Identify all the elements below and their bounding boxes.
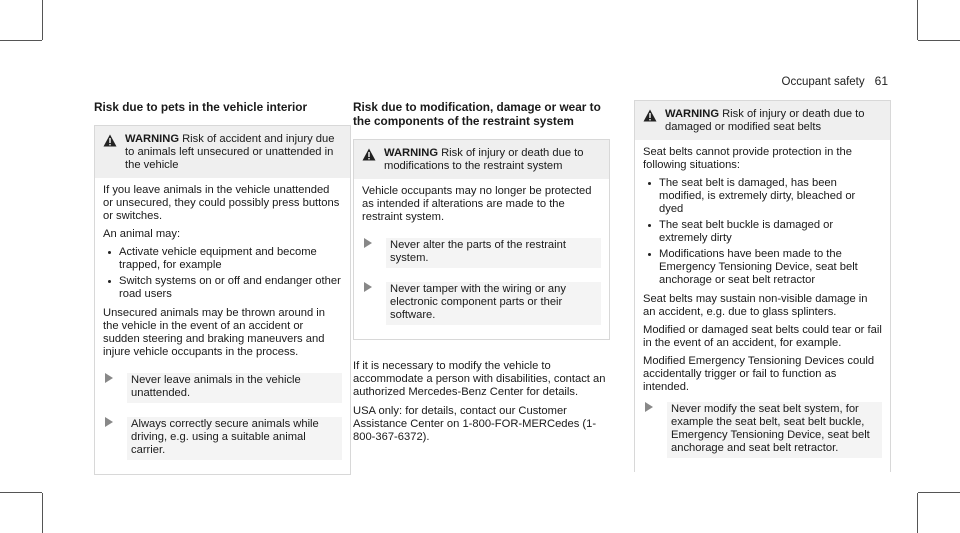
warning-body [635,140,890,472]
instruction [362,282,601,325]
instruction [362,238,601,268]
list-item: Switch systems on or off and endanger other road users [103,275,342,301]
triangle-right-icon [103,373,127,387]
section-heading: Risk due to modification, damage or wear to the components of the restraint system [353,100,601,128]
warning-text [125,133,342,172]
warning-message: Risk of injury or death due to modifications to the restraint system [384,147,584,172]
warning-text [665,108,882,134]
paragraph: Seat belts cannot provide protection in the following situations: [643,146,852,171]
paragraph: Modified or damaged seat belts could tear or fail in the event of an accident, for example. [643,324,882,349]
list-item: The seat belt is damaged, has been modified, is extremely dirty, bleached or dyed [643,177,882,216]
warning-header [635,101,890,140]
warning-body [95,178,350,474]
warning-message: Risk of injury or death due to damaged or modified seat belts [665,108,865,133]
instruction [103,373,342,403]
bullet-list [103,246,342,301]
triangle-right-icon [362,238,386,252]
paragraph: Vehicle occupants may no longer be protected as intended if alterations are made to the restraint system. [362,185,592,223]
crop-mark [918,492,960,493]
paragraph: If you leave animals in the vehicle unattended or unsecured, they could possibly press buttons or switches. [103,184,340,222]
crop-mark [918,40,960,41]
crop-mark [917,493,918,533]
paragraph: Modified Emergency Tensioning Devices could accidentally trigger or fail to function as intended. [643,355,875,393]
warning-header [354,140,609,179]
warning-body [354,179,609,339]
warning-triangle-icon [643,109,665,126]
warning-triangle-icon [362,148,384,165]
paragraph: USA only: for details, contact our Customer Assistance Center on 1-800-FOR-MERCedes (1-800-367-6372). [353,405,597,443]
crop-mark [42,0,43,40]
crop-mark [42,493,43,533]
warning-label: WARNING [125,133,180,145]
paragraph: If it is necessary to modify the vehicle to accommodate a person with disabilities, contact an authorized Mercedes-Benz Center for details. [353,360,606,398]
instruction-text: Never leave animals in the vehicle unattended. [127,373,342,403]
warning-box [353,139,610,340]
warning-message: Risk of accident and injury due to animals left unsecured or unattended in the vehicle [125,133,335,171]
post-warning-text [353,360,610,444]
page-number: 61 [874,74,888,88]
instruction-text: Never modify the seat belt system, for example the seat belt, seat belt buckle, Emergency Tensioning Device, seat belt anchorage and seat belt retractor. [667,402,882,458]
warning-box [94,125,351,475]
instruction-text: Always correctly secure animals while driving, e.g. using a suitable animal carrier. [127,417,342,460]
triangle-right-icon [362,282,386,296]
warning-header [95,126,350,178]
instruction-text: Never tamper with the wiring or any electronic component parts or their software. [386,282,601,325]
list-item: Modifications have been made to the Emergency Tensioning Device, seat belt anchorage or seat belt retractor [643,248,882,287]
section-pets [94,100,351,475]
section-restraint-modification [353,100,610,450]
crop-mark [917,0,918,40]
list-item: Activate vehicle equipment and become trapped, for example [103,246,342,272]
warning-label: WARNING [665,108,720,120]
triangle-right-icon [643,402,667,416]
paragraph: An animal may: [103,228,181,240]
instruction-text: Never alter the parts of the restraint system. [386,238,601,268]
crop-mark [0,40,42,41]
paragraph: Seat belts may sustain non-visible damage in an accident, e.g. due to glass splinters. [643,293,868,318]
section-seat-belts [634,100,891,472]
section-heading: Risk due to pets in the vehicle interior [94,100,308,114]
warning-box [634,100,891,472]
crop-mark [0,492,42,493]
instruction [103,417,342,460]
page-header [782,75,888,89]
section-title: Occupant safety [781,76,865,88]
bullet-list [643,177,882,287]
paragraph: Unsecured animals may be thrown around in the vehicle in the event of an accident or sudden steering and braking maneuvers and injure vehicle occupants in the process. [103,307,326,358]
warning-triangle-icon [103,134,125,151]
instruction [643,402,882,458]
warning-label: WARNING [384,147,439,159]
triangle-right-icon [103,417,127,431]
list-item: The seat belt buckle is damaged or extremely dirty [643,219,882,245]
warning-text [384,147,601,173]
